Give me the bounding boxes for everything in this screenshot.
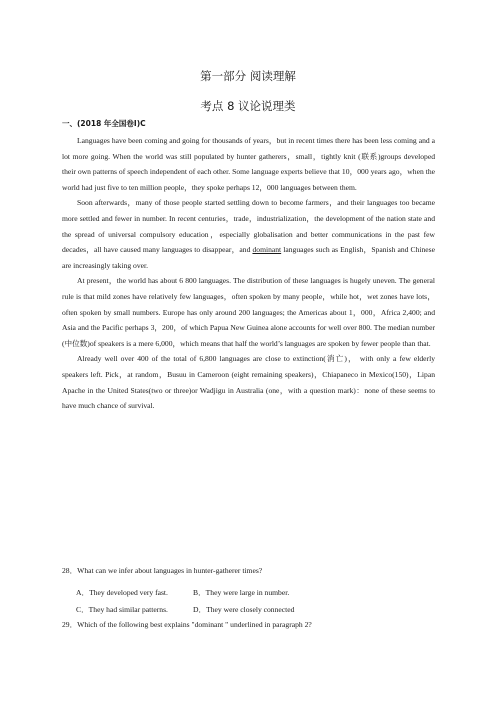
paragraph-1: Languages have been coming and going for thousands of years，but in recent times there has been less coming and a lot more going. When the world was still populated by hunter gatherers，small，tightly knit (联系)groups developed their own patterns of speech independent of each other. Some language experts believe that 10，000 years ago，when the world had just five to ten million people，they spoke perhaps 12，000 languages between them. xyxy=(62,136,435,192)
underlined-word: dominant xyxy=(252,245,282,255)
paragraph-3: At present，the world has about 6 800 languages. The distribution of these languages is hugely uneven. The general rule is that mild zones have relatively few languages，often spoken by many people，while hot，wet zones have lots，often spoken by small numbers. Europe has only around 200 languages; the Americas about 1，000，Africa 2,400; and Asia and the Pacific perhaps 3，200，of which Papua New Guinea alone accounts for well over 800. The median number (中位数)of speakers is a mere 6,000，which means that half the world’s languages are spoken by fewer people than that. xyxy=(62,276,435,348)
reading-passage xyxy=(62,133,435,414)
q28-option-a: A．They developed very fast. xyxy=(76,588,168,597)
paragraph-2 xyxy=(62,195,435,273)
question-28: 28．What can we infer about languages in hunter-gatherer times? xyxy=(62,566,263,575)
paragraph-2-text-a: Soon afterwards，many of those people started settling down to become farmers，and their languages too became more settled and fewer in number. In recent centuries，trade，industrialization，the development of the nation state and the spread of universal compulsory education，especially globalisation and better communications in the past few decades，all have caused many languages to disappear，and xyxy=(62,198,435,255)
section-heading: 一、(2018 年全国卷Ⅰ)C xyxy=(62,119,146,128)
q28-option-d: D．They were closely connected xyxy=(193,605,295,614)
paragraph-2-text-b: languages such as English，Spanish and Chinese are increasingly taking over. xyxy=(62,245,436,270)
q28-option-b: B．They were large in number. xyxy=(193,588,290,597)
paragraph-4: Already well over 400 of the total of 6,800 languages are close to extinction(消亡)， with only a few elderly speakers left. Pick，at random，Busuu in Cameroon (eight remaining speakers)，Chiapaneco in Mexico(150)，Lipan Apache in the United States(two or three)or Wadjigu in Australia (one，with a question mark)：none of these seems to have much chance of survival. xyxy=(62,354,435,411)
q28-option-c: C．They had similar patterns. xyxy=(76,605,168,614)
topic-title: 考点 8 议论说理类 xyxy=(200,99,296,113)
part-title: 第一部分 阅读理解 xyxy=(200,69,296,83)
question-29: 29．Which of the following best explains "dominant " underlined in paragraph 2? xyxy=(62,620,312,629)
